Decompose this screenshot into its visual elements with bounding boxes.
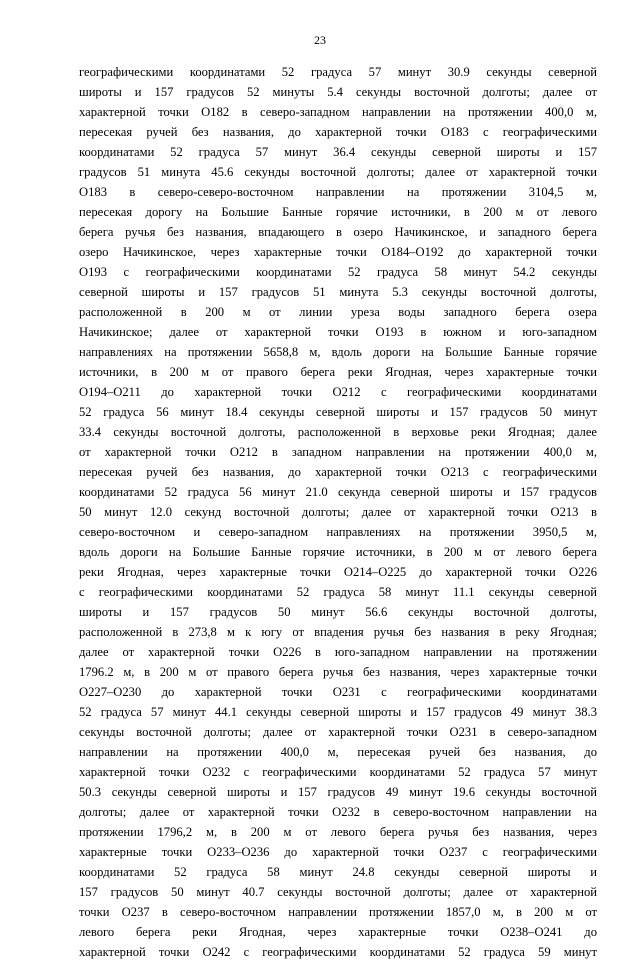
text-line: координатами 52 градуса 56 минут 21.0 секунда северной широты и 157 градусов (79, 485, 597, 499)
text-line: характерные точки О233–О236 до характерной точки О237 с географическими (79, 845, 597, 859)
text-line: 52 градуса 56 минут 18.4 секунды северной широты и 157 градусов 50 минут (79, 405, 597, 419)
text-line: Начикинское; далее от характерной точки О193 в южном и юго-западном (79, 325, 597, 339)
text-line: расположенной в 200 м от линии уреза воды западного берега озера (79, 305, 597, 319)
text-line: точки О237 в северо-восточном направлении протяжении 1857,0 м, в 200 м от (79, 905, 597, 919)
text-line: координатами 52 градуса 58 минут 24.8 секунды северной широты и (79, 865, 597, 879)
text-line: градусов 51 минута 45.6 секунды восточной долготы; далее от характерной точки (79, 165, 597, 179)
text-line: с географическими координатами 52 градуса 58 минут 11.1 секунды северной (79, 585, 597, 599)
text-line: расположенной в 273,8 м к югу от впадения ручья без названия в реку Ягодная; (79, 625, 597, 639)
text-line: озеро Начикинское, через характерные точки О184–О192 до характерной точки (79, 245, 597, 259)
text-line: координатами 52 градуса 57 минут 36.4 секунды северной широты и 157 (79, 145, 597, 159)
text-line: реки Ягодная, через характерные точки О214–О225 до характерной точки О226 (79, 565, 597, 579)
text-line: характерной точки О242 с географическими координатами 52 градуса 59 минут (79, 945, 597, 959)
text-line: от характерной точки О212 в западном направлении на протяжении 400,0 м, (79, 445, 597, 459)
text-line: протяжении 1796,2 м, в 200 м от левого берега ручья без названия, через (79, 825, 597, 839)
text-line: далее от характерной точки О226 в юго-западном направлении на протяжении (79, 645, 597, 659)
text-line: 157 градусов 50 минут 40.7 секунды восточной долготы; далее от характерной (79, 885, 597, 899)
text-line: долготы; далее от характерной точки О232 в северо-восточном направлении на (79, 805, 597, 819)
text-line: широты и 157 градусов 50 минут 56.6 секунды восточной долготы, (79, 605, 597, 619)
text-line: левого берега реки Ягодная, через характерные точки О238–О241 до (79, 925, 597, 939)
text-line: источники, в 200 м от правого берега реки Ягодная, через характерные точки (79, 365, 597, 379)
page-number: 23 (314, 33, 326, 47)
text-line: пересекая ручей без названия, до характерной точки О183 с географическими (79, 125, 597, 139)
text-line: 1796.2 м, в 200 м от правого берега ручья без названия, через характерные точки (79, 665, 597, 679)
text-line: 50 минут 12.0 секунд восточной долготы; далее от характерной точки О213 в (79, 505, 597, 519)
text-line: географическими координатами 52 градуса 57 минут 30.9 секунды северной (79, 65, 597, 79)
text-line: берега ручья без названия, впадающего в озеро Начикинское, и западного берега (79, 225, 597, 239)
text-line: направлениях на протяжении 5658,8 м, вдоль дороги на Большие Банные горячие (79, 345, 597, 359)
text-line: 52 градуса 57 минут 44.1 секунды северной широты и 157 градусов 49 минут 38.3 (79, 705, 597, 719)
text-line: пересекая дорогу на Большие Банные горячие источники, в 200 м от левого (79, 205, 597, 219)
text-line: О194–О211 до характерной точки О212 с географическими координатами (79, 385, 597, 399)
text-line: характерной точки О182 в северо-западном направлении на протяжении 400,0 м, (79, 105, 597, 119)
text-line: О193 с географическими координатами 52 градуса 58 минут 54.2 секунды (79, 265, 597, 279)
text-line: широты и 157 градусов 52 минуты 5.4 секунды восточной долготы; далее от (79, 85, 597, 99)
text-line: пересекая ручей без названия, до характерной точки О213 с географическими (79, 465, 597, 479)
text-line: вдоль дороги на Большие Банные горячие источники, в 200 м от левого берега (79, 545, 597, 559)
text-line: 50.3 секунды северной широты и 157 градусов 49 минут 19.6 секунды восточной (79, 785, 597, 799)
text-line: О183 в северо-северо-восточном направлении на протяжении 3104,5 м, (79, 185, 597, 199)
text-line: 33.4 секунды восточной долготы, расположенной в верховье реки Ягодная; далее (79, 425, 597, 439)
text-line: О227–О230 до характерной точки О231 с географическими координатами (79, 685, 597, 699)
text-line: секунды восточной долготы; далее от характерной точки О231 в северо-западном (79, 725, 597, 739)
text-line: характерной точки О232 с географическими координатами 52 градуса 57 минут (79, 765, 597, 779)
body-paragraph (79, 62, 597, 962)
text-line: направлении на протяжении 400,0 м, пересекая ручей без названия, до (79, 745, 597, 759)
text-line: северной широты и 157 градусов 51 минута 5.3 секунды восточной долготы, (79, 285, 597, 299)
text-line: северо-восточном и северо-западном направлениях на протяжении 3950,5 м, (79, 525, 597, 539)
